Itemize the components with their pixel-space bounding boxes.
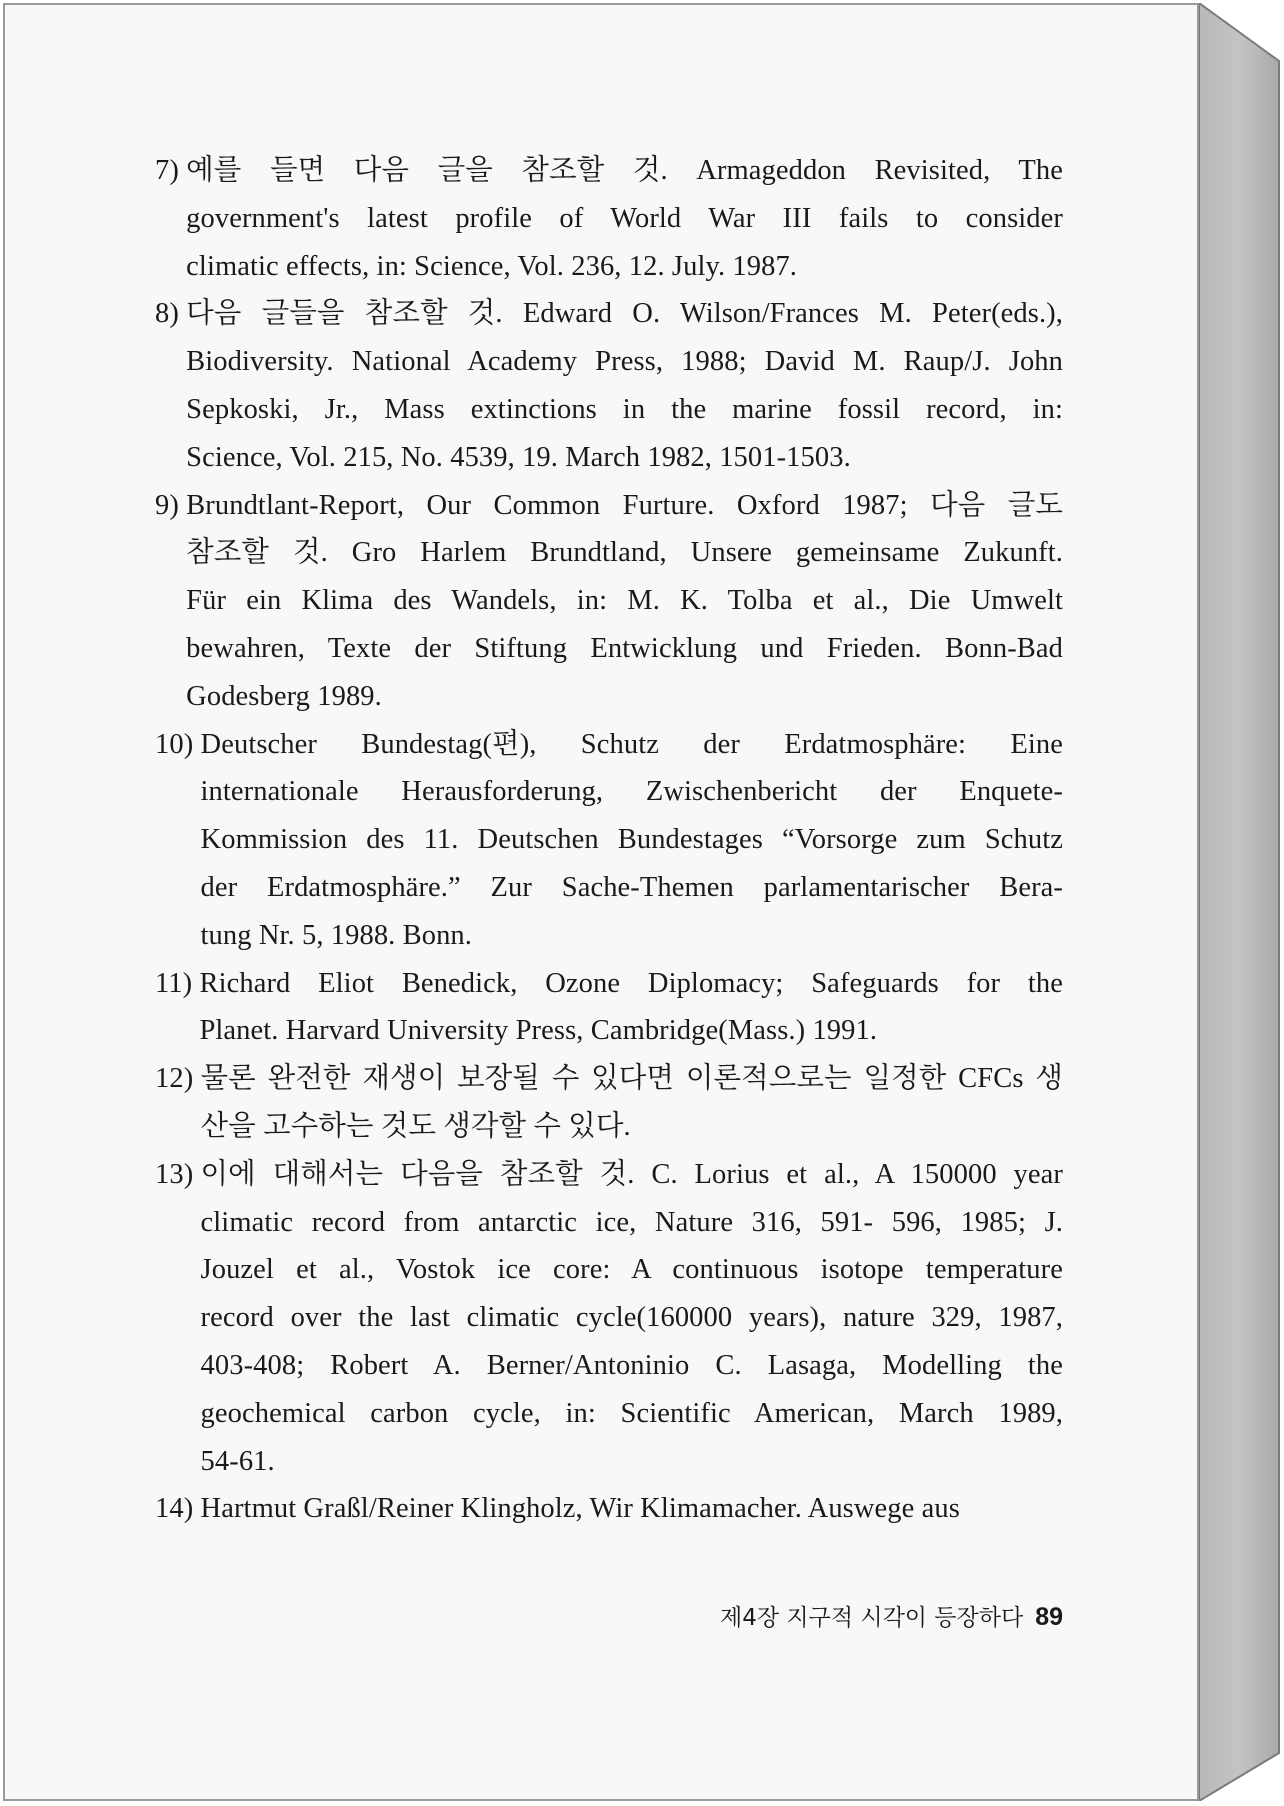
endnote-line: 예를 들면 다음 글을 참조할 것. Armageddon Revisited, The bbox=[186, 155, 1063, 186]
endnote-line: climatic effects, in: Science, Vol. 236, 12. July. 1987. bbox=[186, 250, 798, 282]
endnote-line: internationale Herausforderung, Zwischenbericht der Enquete- bbox=[200, 776, 1063, 808]
endnote-line: Brundtlant-Report, Our Common Furture. Oxford 1987; 다음 글도 bbox=[186, 489, 1063, 521]
endnote-line: government's latest profile of World War III fails to consider bbox=[186, 202, 1063, 234]
endnote-line: 다음 글들을 참조할 것. Edward O. Wilson/Frances M. Peter(eds.), bbox=[186, 298, 1064, 330]
book-edge-shape bbox=[1199, 3, 1281, 1801]
endnote bbox=[155, 1485, 1063, 1533]
endnote-line: geochemical carbon cycle, in: Scientific American, March 1989, bbox=[200, 1397, 1063, 1429]
endnote-line: Jouzel et al., Vostok ice core: A continuous isotope temperature bbox=[200, 1254, 1063, 1286]
endnote-line: record over the last climatic cycle(160000 years), nature 329, 1987, bbox=[200, 1302, 1063, 1334]
endnote-number: 10) bbox=[155, 728, 201, 760]
endnote-number: 8) bbox=[155, 298, 187, 330]
endnote-number: 14) bbox=[155, 1493, 201, 1525]
endnote-line: Planet. Harvard University Press, Cambridge(Mass.) 1991. bbox=[199, 1015, 878, 1047]
endnote-text bbox=[201, 1055, 1063, 1151]
endnote-line: Godesberg 1989. bbox=[186, 680, 382, 712]
endnote-text bbox=[199, 960, 1063, 1056]
endnote-text bbox=[201, 721, 1063, 960]
endnote-line: Science, Vol. 215, No. 4539, 19. March 1982, 1501-1503. bbox=[186, 441, 851, 473]
endnote-line: der Erdatmosphäre.” Zur Sache-Themen parlamentarischer Bera- bbox=[200, 871, 1063, 903]
endnote-line: 403-408; Robert A. Berner/Antoninio C. Lasaga, Modelling the bbox=[200, 1349, 1063, 1381]
endnote-number: 7) bbox=[155, 155, 187, 186]
endnote-line: climatic record from antarctic ice, Nature 316, 591- 596, 1985; J. bbox=[200, 1206, 1063, 1238]
endnote-line: 참조할 것. Gro Harlem Brundtland, Unsere gemeinsame Zukunft. bbox=[186, 537, 1063, 569]
book-page bbox=[3, 3, 1199, 1801]
endnote-number: 11) bbox=[155, 967, 200, 999]
endnote-number: 12) bbox=[155, 1063, 201, 1095]
endnote-number: 13) bbox=[155, 1158, 201, 1190]
endnote-line: Kommission des 11. Deutschen Bundestages “Vorsorge zum Schutz bbox=[200, 824, 1063, 856]
endnote bbox=[155, 482, 1063, 721]
endnote-text bbox=[201, 1485, 1063, 1533]
endnote-number: 9) bbox=[155, 489, 187, 521]
endnotes bbox=[155, 147, 1063, 1533]
endnote-line: Deutscher Bundestag(편), Schutz der Erdatmosphäre: Eine bbox=[200, 728, 1063, 760]
endnote-text bbox=[186, 290, 1063, 481]
endnote-line: bewahren, Texte der Stiftung Entwicklung und Frieden. Bonn-Bad bbox=[186, 632, 1063, 664]
endnote bbox=[155, 721, 1063, 960]
endnote-text bbox=[186, 147, 1063, 290]
endnote-text bbox=[186, 482, 1063, 721]
endnote bbox=[155, 290, 1063, 481]
endnote-text bbox=[201, 1151, 1063, 1486]
endnote-line: 이에 대해서는 다음을 참조할 것. C. Lorius et al., A 150000 year bbox=[200, 1158, 1063, 1190]
running-head-chapter: 제4장 지구적 시각이 등장하다 bbox=[720, 1605, 1024, 1631]
page-footer bbox=[645, 1599, 1063, 1632]
endnote-line: 54-61. bbox=[200, 1445, 275, 1477]
endnote-line: Richard Eliot Benedick, Ozone Diplomacy; Safeguards for the bbox=[199, 967, 1063, 999]
endnote bbox=[155, 1151, 1063, 1486]
endnote-line: Für ein Klima des Wandels, in: M. K. Tolba et al., Die Umwelt bbox=[186, 585, 1063, 617]
book-edge bbox=[1199, 3, 1281, 1801]
endnote bbox=[155, 147, 1063, 290]
endnote-line: 산을 고수하는 것도 생각할 수 있다. bbox=[200, 1110, 631, 1142]
endnote bbox=[155, 960, 1063, 1056]
endnote-line: 물론 완전한 재생이 보장될 수 있다면 이론적으로는 일정한 CFCs 생 bbox=[200, 1063, 1063, 1095]
endnote-line: Sepkoski, Jr., Mass extinctions in the marine fossil record, in: bbox=[186, 393, 1063, 425]
endnote-line: Biodiversity. National Academy Press, 1988; David M. Raup/J. John bbox=[186, 346, 1063, 378]
endnote bbox=[155, 1055, 1063, 1151]
endnote-line: tung Nr. 5, 1988. Bonn. bbox=[200, 919, 473, 951]
page-number: 89 bbox=[1035, 1603, 1063, 1631]
endnote-line: Hartmut Graßl/Reiner Klingholz, Wir Klimamacher. Auswege aus bbox=[200, 1493, 960, 1525]
